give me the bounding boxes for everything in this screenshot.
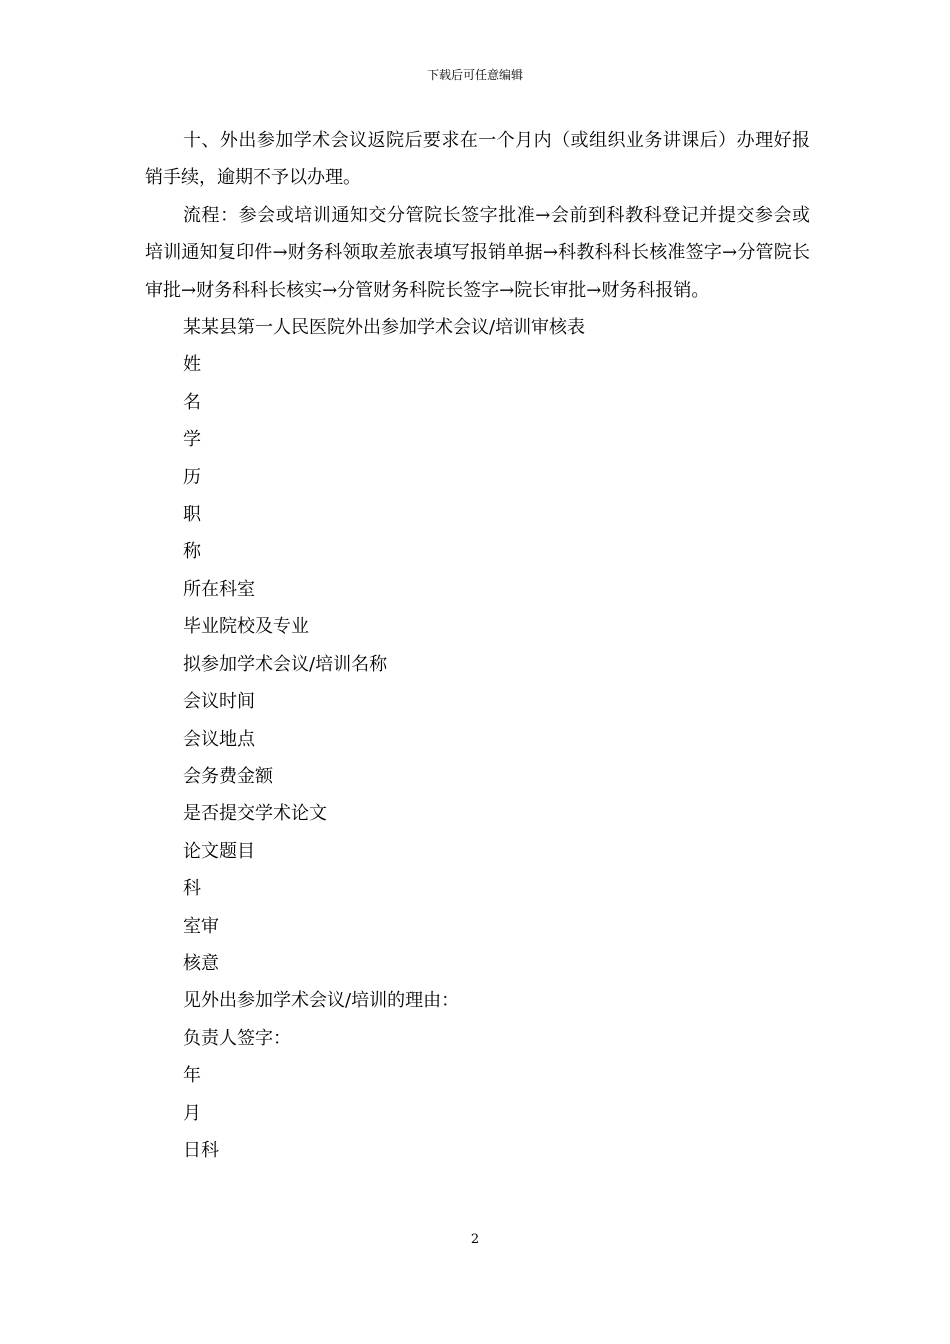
form-line: 科 [183, 878, 201, 900]
form-line: 职 [183, 504, 201, 526]
form-line: 学 [183, 429, 201, 451]
form-line: 会议地点 [183, 728, 255, 750]
paragraph-process-flow: 流程：参会或培训通知交分管院长签字批准→会前到科教科登记并提交参会或培训通知复印件→财务科领取差旅表填写报销单据→科教科科长核准签字→分管院长审批→财务科科长核实→分管财务科院长签字→院长审批→财务科报销。 [145, 204, 810, 301]
form-line: 会议时间 [183, 691, 255, 713]
form-line: 拟参加学术会议/培训名称 [183, 653, 388, 675]
form-line: 会务费金额 [183, 765, 273, 787]
page-number: 2 [470, 1232, 480, 1247]
form-line: 称 [183, 541, 201, 563]
form-line: 核意 [183, 952, 219, 974]
form-line: 负责人签字： [183, 1027, 291, 1049]
form-title: 某某县第一人民医院外出参加学术会议/培训审核表 [183, 317, 586, 339]
form-line: 名 [183, 391, 201, 413]
form-line: 见外出参加学术会议/培训的理由： [183, 990, 460, 1012]
form-line: 所在科室 [183, 578, 255, 600]
form-line: 是否提交学术论文 [183, 803, 327, 825]
form-line: 论文题目 [183, 840, 255, 862]
form-line: 年 [183, 1065, 201, 1087]
form-line: 历 [183, 466, 201, 488]
paragraph-reimbursement-rule: 十、外出参加学术会议返院后要求在一个月内（或组织业务讲课后）办理好报销手续，逾期不予以办理。 [145, 130, 810, 189]
form-line: 室审 [183, 915, 219, 937]
page-header: 下载后可任意编辑 [426, 68, 523, 82]
form-line: 日科 [183, 1139, 219, 1161]
form-line: 毕业院校及专业 [183, 616, 309, 638]
form-line: 月 [183, 1102, 201, 1124]
form-line: 姓 [183, 354, 201, 376]
document-body [145, 122, 810, 1169]
